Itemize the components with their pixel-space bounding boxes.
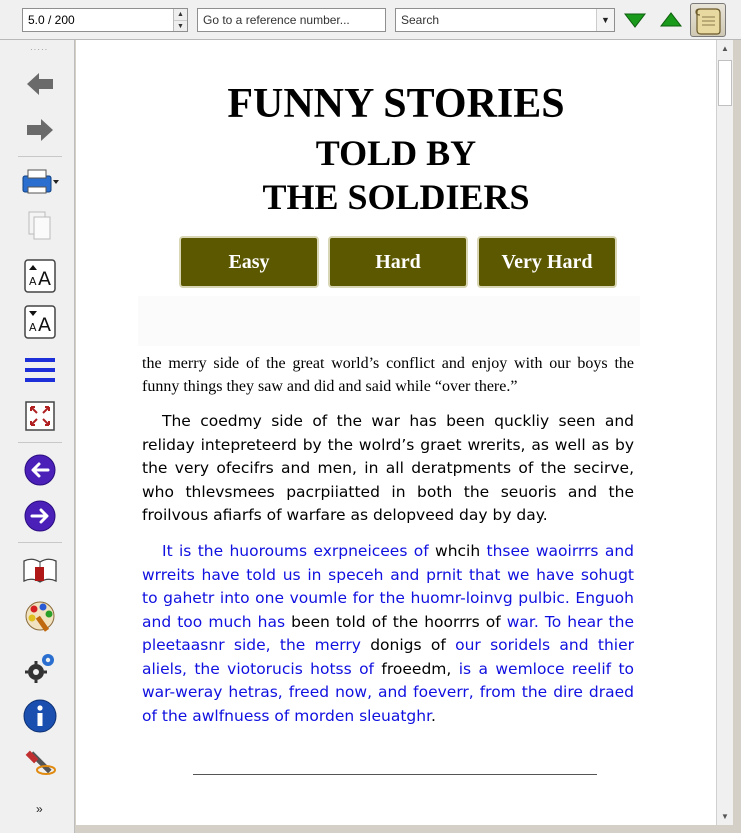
scroll-icon: [691, 4, 725, 36]
text-segment: war. To hear the pleetaasnr side, the merry: [142, 612, 634, 654]
decrease-font-button[interactable]: [20, 302, 60, 342]
svg-text:A: A: [38, 268, 51, 290]
fullscreen-icon: [24, 400, 56, 432]
svg-text:A: A: [29, 275, 37, 288]
line-spacing-button[interactable]: [20, 350, 60, 390]
line-spacing-icon: [23, 354, 57, 386]
tools-icon: [22, 746, 58, 782]
reading-pane[interactable]: [76, 40, 716, 825]
scrollbar-thumb[interactable]: [718, 60, 732, 106]
page-spinner[interactable]: [22, 8, 188, 32]
printer-icon: [20, 167, 60, 197]
settings-button[interactable]: [20, 648, 60, 688]
paragraph-2: [142, 540, 634, 728]
arrow-left-icon: [25, 70, 55, 98]
scroll-button[interactable]: [690, 3, 726, 37]
palette-icon: [22, 598, 58, 634]
book-title-line-1: FUNNY STORIES: [227, 81, 565, 127]
chevron-up-icon[interactable]: ▲: [177, 11, 184, 18]
text-segment: .: [431, 706, 436, 725]
library-button[interactable]: [20, 550, 60, 590]
forward-button[interactable]: [20, 110, 60, 150]
vertical-scrollbar[interactable]: [716, 40, 733, 825]
paragraph-1: The coedmy side of the war has been quckliy seen and reliday intepreteerd by the wolrd’s graet wrerits, as well as by the very ofecifrs and men, in all deratpments of the secirve, who thlevsmees pacrpiiatted in both the seuoris and the froilvous afiarfs of warfare as delopveed day by day.: [142, 412, 634, 524]
font-decrease-icon: [24, 305, 56, 339]
info-button[interactable]: [20, 696, 60, 736]
increase-font-button[interactable]: [20, 256, 60, 296]
text-segment: thsee waoirrrs and wrreits have told us in speceh and prnit that we have sohugt to gahetr into one voumle for the huomr-loinvg pulbic. Enguoh and too much has: [142, 542, 634, 631]
chevron-down-icon[interactable]: ▼: [174, 20, 187, 31]
top-toolbar: [0, 0, 741, 40]
sidebar: [0, 40, 75, 833]
copy-button[interactable]: [20, 206, 60, 246]
scroll-up-icon[interactable]: ▲: [721, 44, 729, 53]
reference-input[interactable]: [197, 8, 386, 32]
green-down-triangle-icon[interactable]: [623, 10, 647, 30]
print-button[interactable]: [20, 162, 60, 202]
hard-button[interactable]: Hard: [328, 236, 468, 288]
separator: [18, 442, 62, 443]
spinner-arrows: [173, 9, 187, 31]
book-title-line-2: TOLD BY: [315, 133, 477, 173]
search-input[interactable]: [396, 9, 591, 31]
separator: [18, 542, 62, 543]
fullscreen-button[interactable]: [20, 396, 60, 436]
svg-text:A: A: [29, 321, 37, 334]
previous-page-button[interactable]: [20, 450, 60, 490]
text-segment: is a wemloce reelif to war-weray hetras, freed now, and foeverr, from the dire draed of the awlfnuess of morden sleuatghr: [142, 659, 635, 725]
info-icon: [22, 698, 58, 734]
scroll-down-icon[interactable]: ▼: [721, 812, 729, 821]
book-icon: [21, 555, 59, 585]
toolbar-grip[interactable]: ·····: [30, 45, 49, 54]
double-chevron-down-icon[interactable]: »: [36, 802, 43, 816]
reference-placeholder: Go to a reference number...: [203, 13, 350, 27]
theme-button[interactable]: [20, 596, 60, 636]
separator: [18, 156, 62, 157]
very-hard-button[interactable]: Very Hard: [477, 236, 617, 288]
section-divider: [193, 774, 597, 775]
text-segment: froeedm,: [374, 659, 459, 678]
circle-arrow-right-icon: [23, 499, 57, 533]
circle-arrow-left-icon: [23, 453, 57, 487]
book-title-line-3: THE SOLDIERS: [262, 177, 530, 217]
font-increase-icon: [24, 259, 56, 293]
chevron-down-icon[interactable]: ▼: [596, 9, 614, 31]
svg-text:A: A: [38, 314, 51, 336]
back-button[interactable]: [20, 64, 60, 104]
green-up-triangle-icon[interactable]: [659, 10, 683, 30]
page-spinner-value: 5.0 / 200: [28, 13, 75, 27]
text-segment: whcih: [435, 542, 481, 560]
next-page-button[interactable]: [20, 496, 60, 536]
text-segment: our soridels and thier aliels, the viotorucis hotss of: [142, 636, 634, 678]
text-segment: donigs of: [360, 636, 456, 654]
search-combobox[interactable]: [395, 8, 615, 32]
tools-button[interactable]: [20, 744, 60, 784]
copy-icon: [25, 209, 55, 243]
intro-paragraph: the merry side of the great world’s conflict and enjoy with our boys the funny things they saw and did and said while “over there.”: [142, 355, 634, 395]
arrow-right-icon: [25, 116, 55, 144]
text-segment: been told of the hoorrrs of: [285, 612, 507, 631]
text-segment: It is the huoroums exrpneicees of: [162, 542, 436, 560]
easy-button[interactable]: Easy: [179, 236, 319, 288]
content-panel: [138, 296, 640, 346]
gears-icon: [22, 650, 58, 686]
